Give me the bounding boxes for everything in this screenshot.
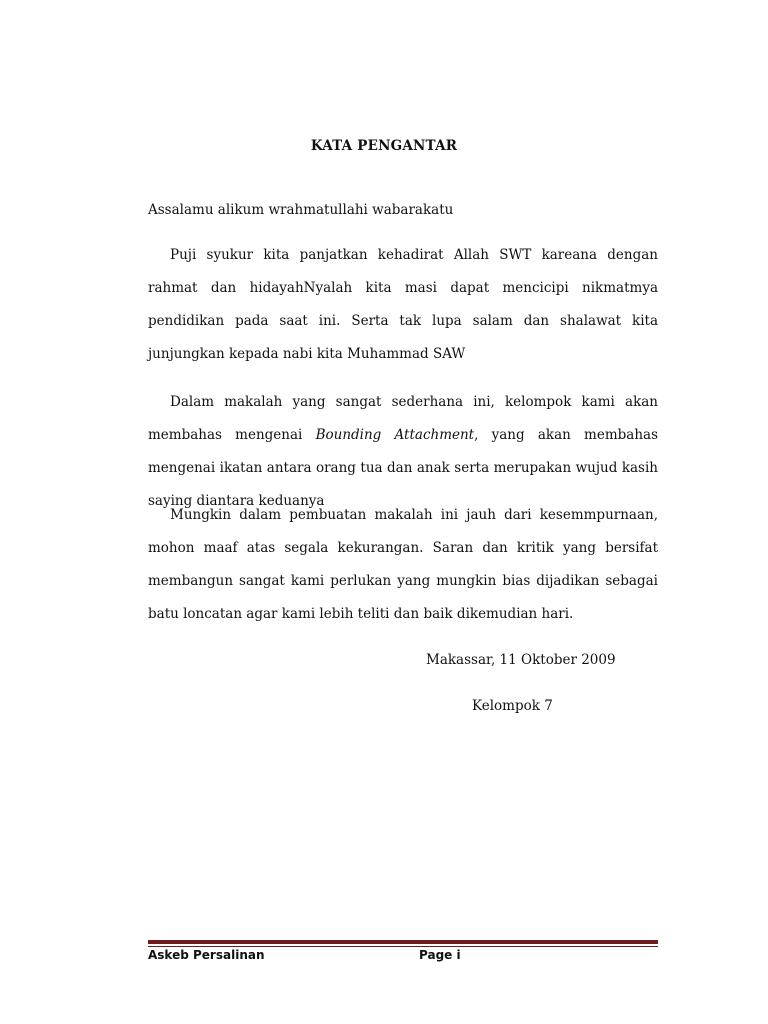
paragraph-2-italic-term: Bounding Attachment — [315, 427, 475, 443]
paragraph-3: Mungkin dalam pembuatan makalah ini jauh dari kesemmpurnaan, mohon maaf atas segala kekurangan. Saran dan kritik yang bersifat membangun sangat kami perlukan yang mungkin bias dijadikan sebagai batu loncatan agar kami lebih teliti dan baik dikemudian hari. — [148, 507, 658, 622]
paragraph-2-text-start: Dalam makalah yang sangat sederhana ini, kelompok kami akan membahas mengenai — [148, 394, 658, 443]
group-signature: Kelompok 7 — [472, 698, 553, 714]
paragraph-1: Puji syukur kita panjatkan kehadirat Allah SWT kareana dengan rahmat dan hidayahNyalah kita masi dapat mencicipi nikmatmya pendidikan pada saat ini. Serta tak lupa salam dan shalawat kita junjungkan kepada nabi kita Muhammad SAW — [148, 247, 658, 362]
footer-rule-thin — [148, 946, 658, 947]
paragraph-2-text-end: , yang akan membahas mengenai ikatan antara orang tua dan anak serta merupakan wujud kasih saying diantara keduanya — [148, 427, 658, 509]
footer-course-name: Askeb Persalinan — [148, 948, 265, 962]
page-title: KATA PENGANTAR — [310, 138, 458, 154]
salutation: Assalamu alikum wrahmatullahi wabarakatu — [148, 202, 454, 218]
footer-page-number: Page i — [419, 948, 461, 962]
footer-rule-thick — [148, 940, 658, 944]
place-date: Makassar, 11 Oktober 2009 — [426, 652, 616, 668]
